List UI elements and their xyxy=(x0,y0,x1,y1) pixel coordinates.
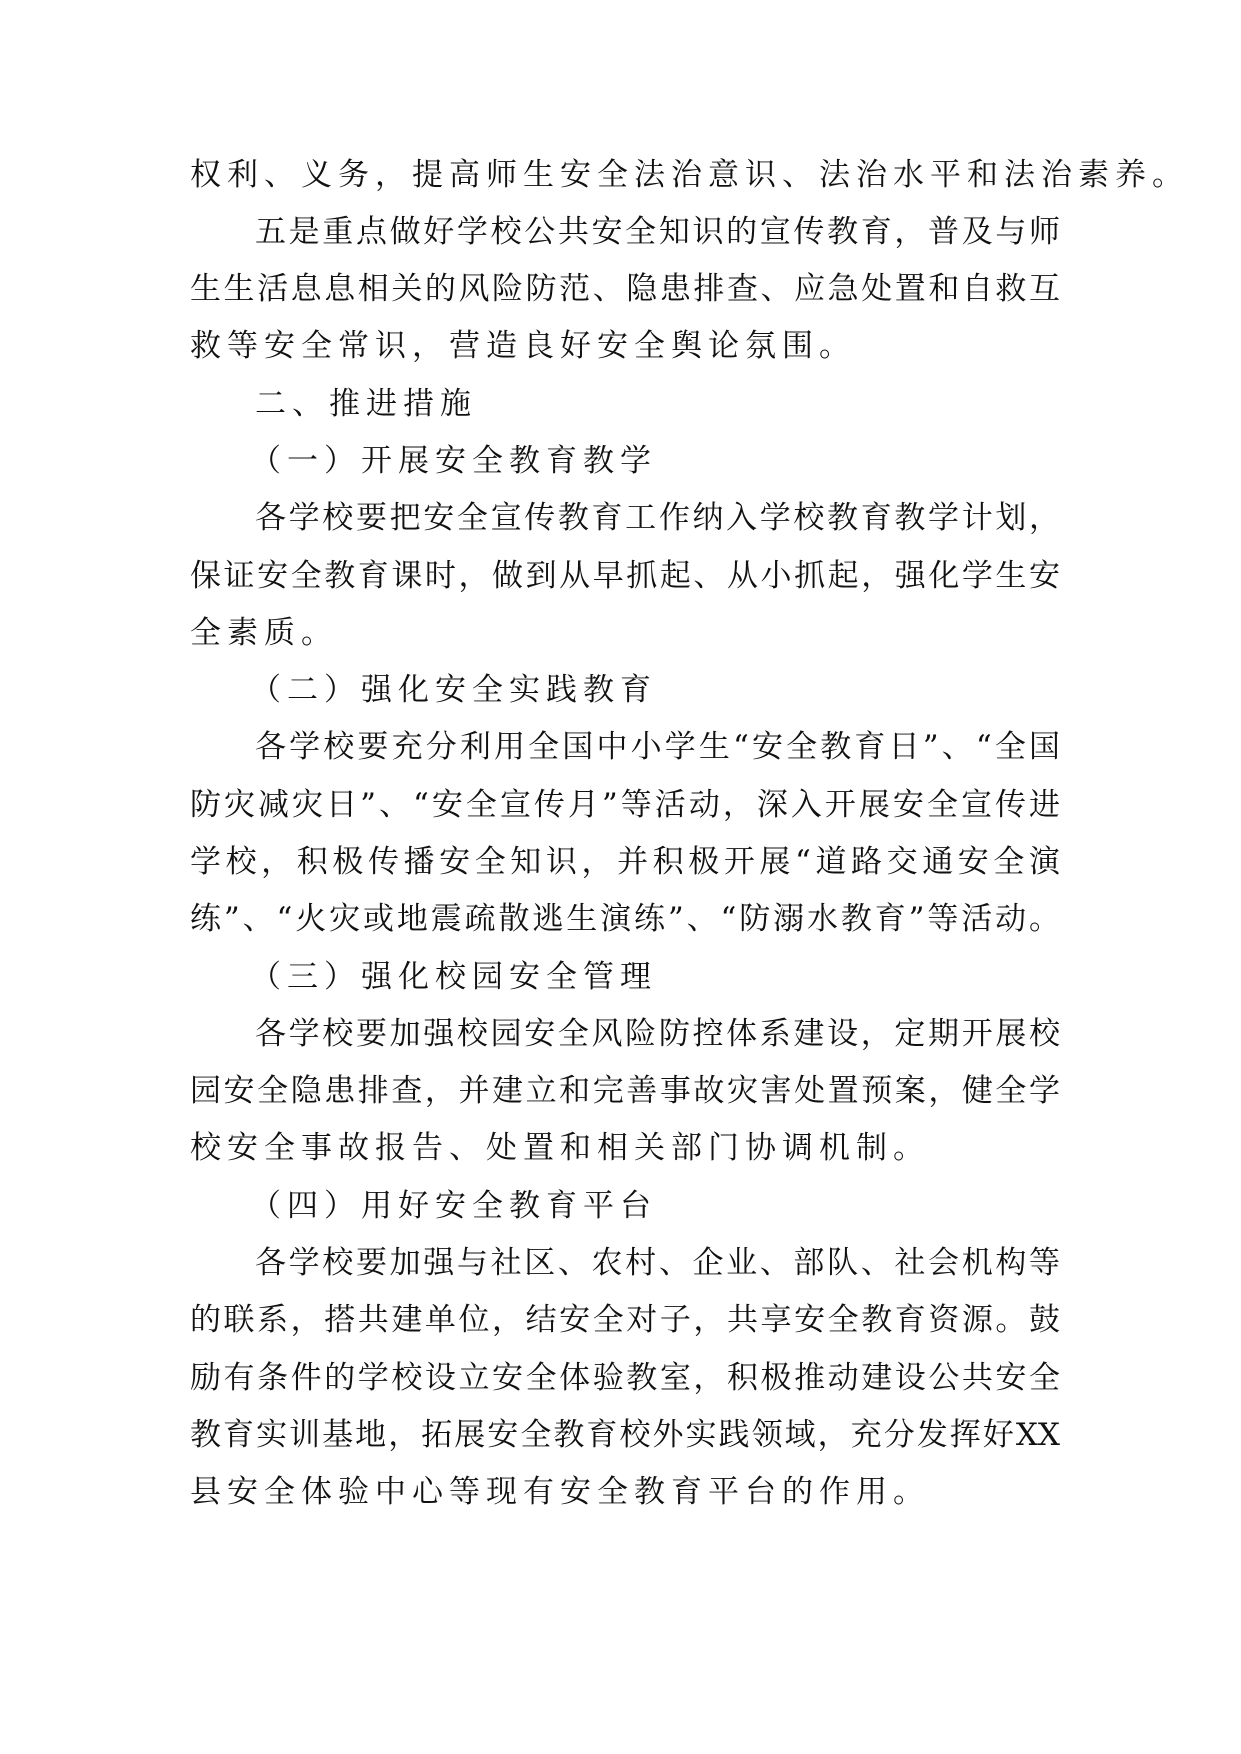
paragraph-first-line: 各学校要把安全宣传教育工作纳入学校教育教学计划， xyxy=(255,500,1060,536)
text-line: 励有条件的学校设立安全体验教室，积极推动建设公共安全 xyxy=(190,1360,1060,1396)
text-line: 生生活息息相关的风险防范、隐患排查、应急处置和自救互 xyxy=(190,271,1060,307)
text-line: 县安全体验中心等现有安全教育平台的作用。 xyxy=(190,1474,930,1510)
text-line: 保证安全教育课时，做到从早抓起、从小抓起，强化学生安 xyxy=(190,558,1060,594)
paragraph-first-line: 各学校要充分利用全国中小学生“安全教育日”、“全国 xyxy=(255,729,1060,765)
text-line: 救等安全常识，营造良好安全舆论氛围。 xyxy=(190,328,856,364)
text-line: 的联系，搭共建单位，结安全对子，共享安全教育资源。鼓 xyxy=(190,1302,1060,1338)
paragraph-first-line: 各学校要加强与社区、农村、企业、部队、社会机构等 xyxy=(255,1245,1060,1281)
text-line: 练”、“火灾或地震疏散逃生演练”、“防溺水教育”等活动。 xyxy=(190,901,1060,937)
text-line: 全素质。 xyxy=(190,615,338,651)
text-line: 教育实训基地，拓展安全教育校外实践领域，充分发挥好XX xyxy=(190,1417,1060,1453)
subsection-heading: （四）用好安全教育平台 xyxy=(250,1188,657,1224)
section-heading: 二、推进措施 xyxy=(255,386,477,422)
text-line: 学校，积极传播安全知识，并积极开展“道路交通安全演 xyxy=(190,844,1060,880)
text-line: 校安全事故报告、处置和相关部门协调机制。 xyxy=(190,1130,930,1166)
subsection-heading: （三）强化校园安全管理 xyxy=(250,959,657,995)
subsection-heading: （二）强化安全实践教育 xyxy=(250,672,657,708)
text-line: 权利、义务，提高师生安全法治意识、法治水平和法治素养。 xyxy=(190,157,1189,193)
subsection-heading: （一）开展安全教育教学 xyxy=(250,443,657,479)
text-line: 防灾减灾日”、“安全宣传月”等活动，深入开展安全宣传进 xyxy=(190,787,1060,823)
paragraph-first-line: 各学校要加强校园安全风险防控体系建设，定期开展校 xyxy=(255,1016,1060,1052)
paragraph-first-line: 五是重点做好学校公共安全知识的宣传教育，普及与师 xyxy=(255,214,1060,250)
text-line: 园安全隐患排查，并建立和完善事故灾害处置预案，健全学 xyxy=(190,1073,1060,1109)
